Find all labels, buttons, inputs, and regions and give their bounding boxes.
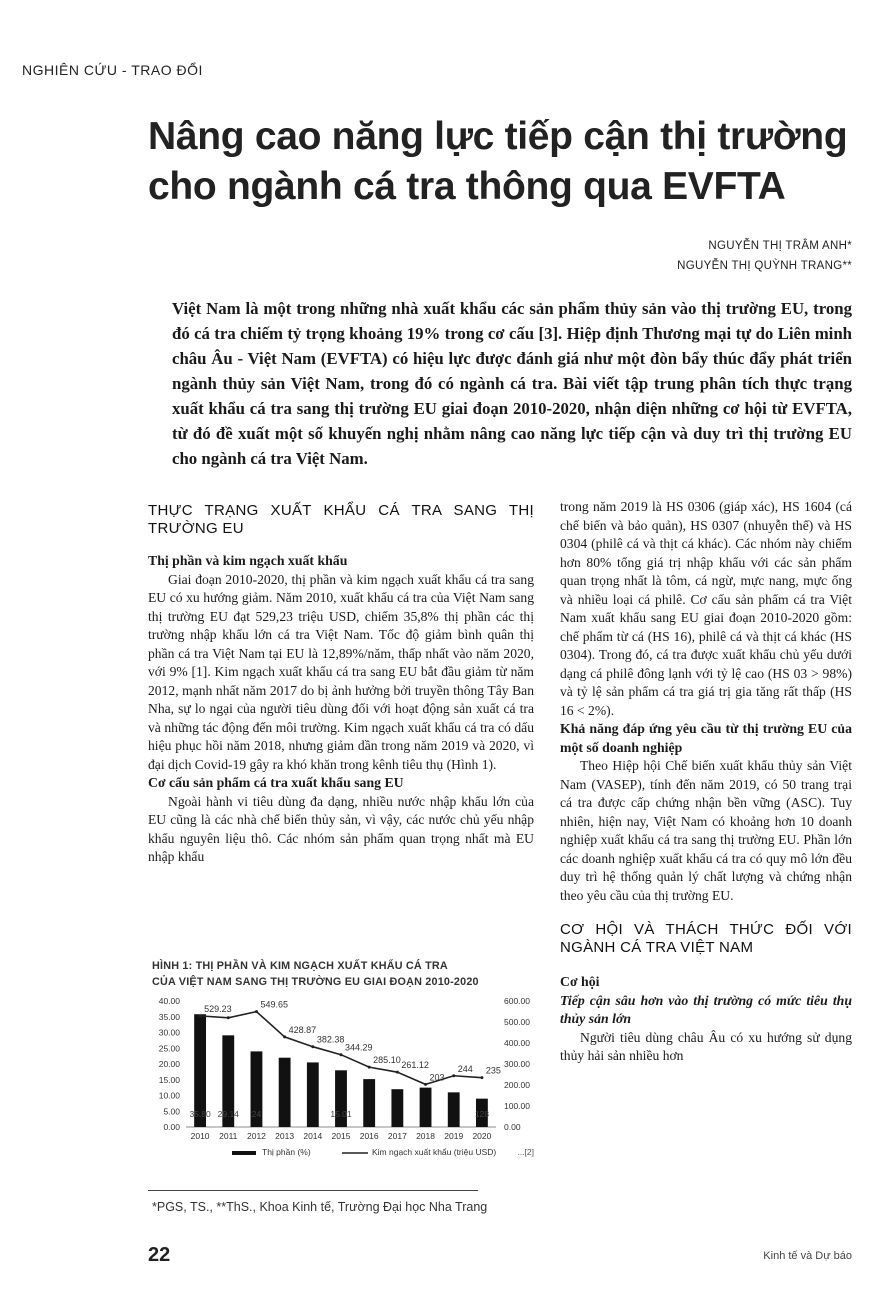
figure-title	[152, 958, 536, 990]
export-value-point	[255, 1010, 258, 1013]
paragraph-hs-codes: trong năm 2019 là HS 0306 (giáp xác), HS 1604 (cá chế biến và bảo quản), HS 0307 (nhuyễn thể) và HS 0304 (philê cá và thịt cá khác). Các nhóm này chiếm hơn 80% tổng giá trị nhập khẩu với các sản phẩm quan trọng nhất là tôm, cá ngừ, mực nang, mực ống và nhiều loại cá philê. Cơ cấu sản phẩm cá tra Việt Nam xuất khẩu sang EU giai đoạn 2010-2020 gồm: chế phẩm từ cá (HS 16), philê cá và thịt cá khác (HS 0304). Trong đó, cá tra được xuất khẩu chủ yếu dưới dạng cá philê đông lạnh với tỷ lệ cao (HS 03 > 98%) và tỷ lệ sản phẩm cá tra giá trị gia tăng rất thấp (HS 16 < 2%).	[560, 499, 852, 718]
subheading-deeper-access: Tiếp cận sâu hơn vào thị trường có mức tiêu thụ thủy sản lớn	[560, 992, 852, 1026]
title-line-1: Nâng cao năng lực tiếp cận thị trường	[148, 115, 848, 158]
legend-line-label: Kim ngạch xuất khẩu (triệu USD)	[372, 1147, 497, 1157]
paragraph-market-share: Giai đoạn 2010-2020, thị phần và kim ngạch xuất khẩu cá tra sang EU có xu hướng giảm. Năm 2010, xuất khẩu cá tra của Việt Nam sang thị trường EU đạt 529,23 triệu USD, chiếm 35,8% thị phần các thị trường nhập khẩu lớn cá tra Việt Nam. Tốc độ giảm bình quân thị phần cá tra Việt Nam tại EU là 12,89%/năm, thấp nhất vào năm 2020, với 9% [1]. Kim ngạch xuất khẩu cá tra sang EU bắt đầu giảm từ năm 2012, mạnh nhất năm 2017 do bị ảnh hưởng bởi truyền thông Tây Ban Nha, sự lo ngại của người tiêu dùng đối với hoạt động sản xuất cá tra và những tác động đến môi trường. Kim ngạch xuất khẩu cá tra có dấu hiệu phục hồi năm 2018, nhưng giảm dần trong năm 2019 và 2020, vì đại dịch Covid-19 gây ra khó khăn trong kênh tiêu thụ (Hình 1).	[148, 571, 534, 772]
export-value-point	[283, 1035, 286, 1038]
legend-bar-label: Thị phần (%)	[262, 1147, 311, 1157]
author-2: NGUYỄN THỊ QUỲNH TRANG**	[677, 260, 852, 272]
left-column	[148, 502, 534, 867]
paragraph-vasep: Theo Hiệp hội Chế biến xuất khẩu thủy sản Việt Nam (VASEP), tính đến năm 2019, có 50 trang trại cá tra được cấp chứng nhận bền vững (ASC). Tuy nhiên, hiện nay, Việt Nam có khoảng hơn 10 doanh nghiệp xuất khẩu cá tra sang thị trường EU. Phần lớn các doanh nghiệp xuất khẩu cá tra có quy mô lớn đều duy trì hệ thống quản lý chất lượng và chứng nhận theo yêu cầu của thị trường EU.	[560, 758, 852, 903]
paragraph-consumers: Người tiêu dùng châu Âu có xu hướng sử dụng thủy hải sản nhiều hơn	[560, 1029, 852, 1063]
line-data-label: 285.10	[373, 1055, 401, 1066]
x-axis-tick: 2018	[416, 1131, 436, 1141]
export-value-point	[340, 1053, 343, 1056]
bar-data-label: 128	[474, 1109, 490, 1119]
section-heading-export-status: THỰC TRẠNG XUẤT KHẨU CÁ TRA SANG THỊ TRƯỜNG EU	[148, 502, 534, 537]
footnote-divider	[148, 1190, 478, 1191]
share-bar	[448, 1092, 460, 1127]
right-axis-tick: 0.00	[504, 1122, 521, 1132]
legend-bar-swatch	[232, 1151, 256, 1155]
bar-data-label: 29.14	[217, 1109, 239, 1119]
paragraph-product-structure: Ngoài hành vi tiêu dùng đa dạng, nhiều nước nhập khẩu lớn của EU cũng là các nhà chế biến thủy sản, vì vậy, các nước chủ yếu nhập khẩu nguyên liệu thô. Các nhóm sản phẩm quan trọng nhất mà EU nhập khẩu	[148, 793, 534, 864]
author-footnote: *PGS, TS., **ThS., Khoa Kinh tế, Trường Đại học Nha Trang	[152, 1200, 488, 1214]
x-axis-tick: 2017	[387, 1131, 407, 1141]
subheading-eu-requirements: Khả năng đáp ứng yêu cầu từ thị trường EU của một số doanh nghiệp	[560, 721, 852, 755]
line-data-label: 382.38	[316, 1034, 345, 1045]
left-axis-tick: 40.00	[158, 996, 180, 1006]
figure-title-line-2: CỦA VIỆT NAM SANG THỊ TRƯỜNG EU GIAI ĐOẠN 2010-2020	[152, 976, 479, 988]
journal-name: Kinh tế và Dự báo	[763, 1250, 852, 1262]
export-value-point	[368, 1066, 371, 1069]
x-axis-tick: 2011	[219, 1131, 238, 1141]
line-data-label: 261.12	[401, 1060, 429, 1071]
share-bar	[420, 1088, 432, 1127]
line-data-label: 203	[429, 1072, 445, 1083]
left-axis-tick: 20.00	[158, 1059, 180, 1069]
right-column	[560, 498, 852, 1066]
x-axis-tick: 2016	[359, 1131, 379, 1141]
right-axis-tick: 100.00	[504, 1101, 530, 1111]
share-bar	[391, 1089, 403, 1127]
x-axis-tick: 2019	[444, 1131, 464, 1141]
left-axis-tick: 10.00	[158, 1090, 180, 1101]
right-axis-tick: 300.00	[504, 1059, 530, 1069]
right-axis-tick: 600.00	[504, 996, 530, 1006]
x-axis-tick: 2014	[303, 1131, 323, 1141]
section-heading-opportunities: CƠ HỘI VÀ THÁCH THỨC ĐỐI VỚI NGÀNH CÁ TRA VIỆT NAM	[560, 921, 852, 956]
line-data-label: 344.29	[345, 1042, 373, 1053]
bar-data-label: 35.80	[189, 1109, 211, 1119]
export-value-point	[311, 1045, 314, 1048]
left-axis-tick: 0.00	[163, 1122, 180, 1132]
bar-data-label: 15.01	[330, 1109, 352, 1119]
line-data-label: 549.65	[260, 999, 288, 1010]
share-bar	[363, 1079, 375, 1127]
market-share-chart	[146, 995, 538, 1167]
right-axis-tick: 200.00	[504, 1080, 530, 1090]
abstract: Việt Nam là một trong những nhà xuất khẩu các sản phẩm thủy sản vào thị trường EU, trong đó cá tra chiếm tỷ trọng khoảng 19% trong cơ cấu [3]. Hiệp định Thương mại tự do Liên minh châu Âu - Việt Nam (EVFTA) có hiệu lực được đánh giá như một đòn bẩy thúc đẩy phát triển ngành thủy sản Việt Nam, trong đó có ngành cá tra. Bài viết tập trung phân tích thực trạng xuất khẩu cá tra sang thị trường EU giai đoạn 2010-2020, nhận diện những cơ hội từ EVFTA, từ đó đề xuất một số khuyến nghị nhằm nâng cao năng lực tiếp cận và duy trì thị trường EU cho ngành cá tra Việt Nam.	[172, 299, 852, 468]
export-value-point	[199, 1014, 202, 1017]
export-value-point	[424, 1083, 427, 1086]
subheading-product-structure: Cơ cấu sản phẩm cá tra xuất khẩu sang EU	[148, 775, 404, 790]
left-axis-tick: 35.00	[158, 1011, 180, 1022]
line-data-label: 235	[485, 1065, 501, 1076]
right-axis-tick: 400.00	[504, 1038, 530, 1048]
bar-data-label: 24	[251, 1109, 262, 1119]
subheading-market-share: Thị phần và kim ngạch xuất khẩu	[148, 553, 348, 568]
share-bar	[307, 1062, 319, 1127]
right-axis-tick: 500.00	[504, 1017, 530, 1027]
share-bar	[279, 1058, 291, 1127]
line-data-label: 428.87	[288, 1024, 317, 1035]
title-line-2: cho ngành cá tra thông qua EVFTA	[148, 165, 786, 208]
author-1: NGUYỄN THỊ TRÂM ANH*	[708, 240, 852, 252]
author-block	[677, 236, 852, 276]
x-axis-tick: 2020	[472, 1131, 492, 1141]
article-title	[148, 112, 868, 212]
left-axis-tick: 25.00	[158, 1043, 180, 1054]
line-data-label: 529.23	[204, 1003, 232, 1014]
left-axis-tick: 30.00	[158, 1027, 180, 1038]
chart-source: ...[2]	[517, 1147, 534, 1157]
export-value-point	[480, 1076, 483, 1079]
left-axis-tick: 5.00	[163, 1106, 180, 1117]
subheading-opportunity: Cơ hội	[560, 974, 600, 989]
export-value-point	[452, 1074, 455, 1077]
x-axis-tick: 2012	[246, 1131, 266, 1141]
page-number: 22	[148, 1244, 171, 1266]
x-axis-tick: 2015	[331, 1131, 351, 1141]
section-label: NGHIÊN CỨU - TRAO ĐỔI	[22, 62, 203, 78]
x-axis-tick: 2013	[275, 1131, 295, 1141]
figure-title-line-1: HÌNH 1: THỊ PHẦN VÀ KIM NGẠCH XUẤT KHẨU CÁ TRA	[152, 960, 448, 972]
left-axis-tick: 15.00	[158, 1074, 180, 1085]
line-data-label: 244	[457, 1063, 473, 1074]
export-value-point	[227, 1016, 230, 1019]
export-value-point	[396, 1071, 399, 1074]
x-axis-tick: 2010	[190, 1131, 210, 1141]
